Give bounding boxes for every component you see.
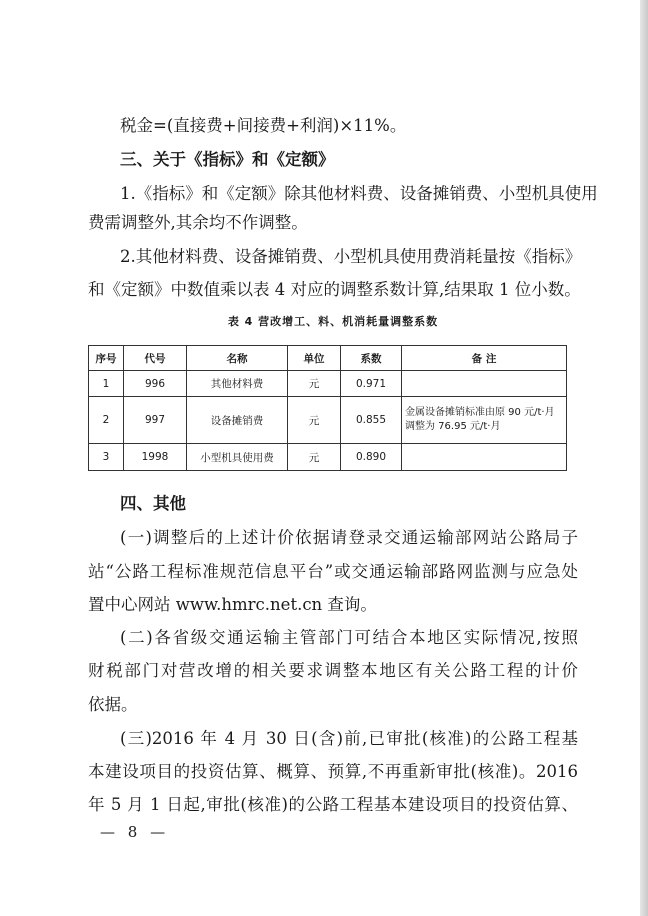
table-row (89, 397, 567, 444)
paragraph-line: 年 5 月 1 日起,审批(核准)的公路工程基本建设项目的投资估算、 (88, 795, 578, 814)
table-cell: 0.971 (341, 371, 402, 397)
table-cell: 0.890 (341, 444, 402, 471)
column-header: 代号 (124, 346, 187, 371)
coefficient-table (88, 345, 567, 471)
table-header-row (89, 346, 567, 371)
paragraph-line: 站“公路工程标准规范信息平台”或交通运输部路网监测与应急处 (88, 562, 578, 581)
tax-formula-line: 税金=(直接费+间接费+利润)×11%。 (120, 116, 407, 135)
table-cell: 997 (124, 397, 187, 444)
table-cell: 元 (288, 444, 341, 471)
table-cell-note: 金属设备摊销标准由原 90 元/t·月调整为 76.95 元/t·月 (402, 397, 567, 444)
table-cell: 元 (288, 371, 341, 397)
table-cell: 设备摊销费 (187, 397, 288, 444)
section-3-heading: 三、关于《指标》和《定额》 (120, 150, 335, 169)
paragraph-line: (三)2016 年 4 月 30 日(含)前,已审批(核准)的公路工程基 (120, 729, 578, 748)
table-cell: 1 (89, 371, 124, 397)
column-header: 单位 (288, 346, 341, 371)
table-cell: 996 (124, 371, 187, 397)
table-cell-note (402, 444, 567, 471)
paragraph-line: 本建设项目的投资估算、概算、预算,不再重新审批(核准)。2016 (88, 762, 578, 781)
paragraph-line: (二)各省级交通运输主管部门可结合本地区实际情况,按照 (120, 628, 578, 647)
table-row (89, 444, 567, 471)
page-number: — 8 — (100, 823, 170, 841)
column-header: 备 注 (402, 346, 567, 371)
paragraph-line: 依据。 (88, 695, 138, 714)
table-cell-note (402, 371, 567, 397)
column-header: 名称 (187, 346, 288, 371)
page-edge-shadow (640, 0, 648, 916)
table-cell: 1998 (124, 444, 187, 471)
paragraph-line: (一)调整后的上述计价依据请登录交通运输部网站公路局子 (120, 528, 578, 547)
column-header: 系数 (341, 346, 402, 371)
paragraph-line: 和《定额》中数值乘以表 4 对应的调整系数计算,结果取 1 位小数。 (88, 280, 581, 299)
table-cell: 其他材料费 (187, 371, 288, 397)
section-4-heading: 四、其他 (120, 494, 186, 513)
paragraph-line: 财税部门对营改增的相关要求调整本地区有关公路工程的计价 (88, 661, 578, 680)
table-cell: 0.855 (341, 397, 402, 444)
column-header: 序号 (89, 346, 124, 371)
table-cell: 2 (89, 397, 124, 444)
table-cell: 元 (288, 397, 341, 444)
table-row (89, 371, 567, 397)
table-cell: 3 (89, 444, 124, 471)
paragraph-line: 2.其他材料费、设备摊销费、小型机具使用费消耗量按《指标》 (120, 247, 582, 266)
paragraph-line: 1.《指标》和《定额》除其他材料费、设备摊销费、小型机具使用 (120, 184, 598, 203)
table-caption: 表 4 营改增工、料、机消耗量调整系数 (227, 315, 439, 328)
paragraph-line: 费需调整外,其余均不作调整。 (88, 213, 308, 232)
paragraph-line: 置中心网站 www.hmrc.net.cn 查询。 (88, 595, 377, 614)
table-cell: 小型机具使用费 (187, 444, 288, 471)
